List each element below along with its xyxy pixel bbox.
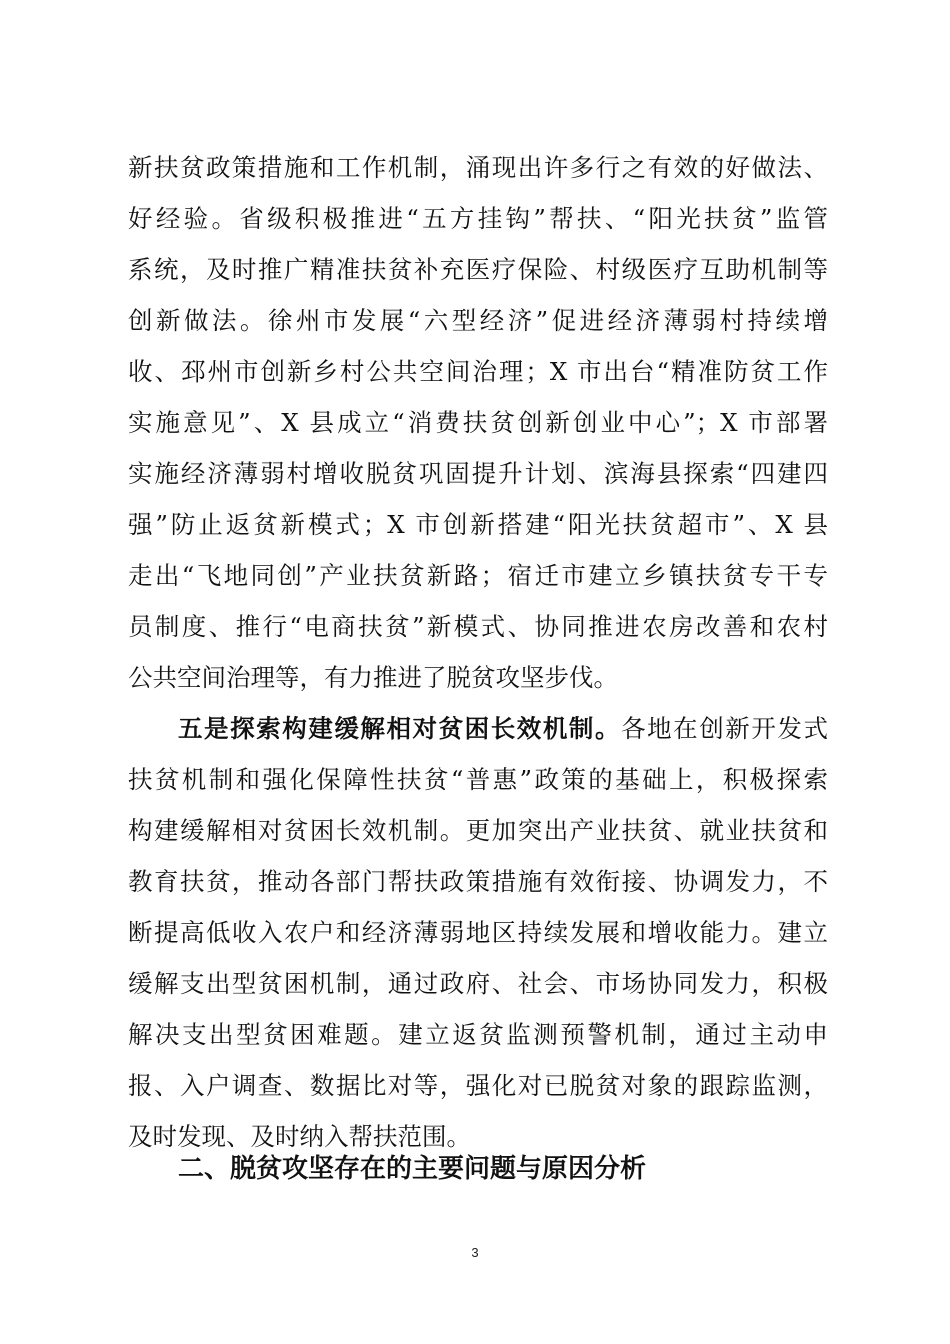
text-line: 强”防止返贫新模式；X 市创新搭建“阳光扶贫超市”、X 县 <box>128 510 828 539</box>
text-line: 好经验。省级积极推进“五方挂钩”帮扶、“阳光扶贫”监管 <box>128 204 828 233</box>
paragraph-lead: 五是探索构建缓解相对贫困长效机制。 <box>178 714 622 743</box>
text-line: 系统，及时推广精准扶贫补充医疗保险、村级医疗互助机制等 <box>128 255 828 284</box>
paragraph-five-first-line <box>178 707 828 751</box>
page-number: 3 <box>471 1245 479 1260</box>
text-line: 实施意见”、X 县成立“消费扶贫创新创业中心”；X 市部署 <box>128 408 828 437</box>
text-line: 实施经济薄弱村增收脱贫巩固提升计划、滨海县探索“四建四 <box>128 459 828 488</box>
text-line: 教育扶贫，推动各部门帮扶政策措施有效衔接、协调发力，不 <box>128 867 828 896</box>
text-line: 员制度、推行“电商扶贫”新模式、协同推进农房改善和农村 <box>128 612 828 641</box>
text-line: 创新做法。徐州市发展“六型经济”促进经济薄弱村持续增 <box>128 306 828 335</box>
text-line: 构建缓解相对贫困长效机制。更加突出产业扶贫、就业扶贫和 <box>128 816 828 845</box>
text-line: 新扶贫政策措施和工作机制，涌现出许多行之有效的好做法、 <box>128 153 828 182</box>
text-line: 收、邳州市创新乡村公共空间治理；X 市出台“精准防贫工作 <box>128 357 828 386</box>
text-line: 断提高低收入农户和经济薄弱地区持续发展和增收能力。建立 <box>128 918 828 947</box>
text-line: 及时发现、及时纳入帮扶范围。 <box>128 1122 471 1151</box>
text-line: 公共空间治理等，有力推进了脱贫攻坚步伐。 <box>128 663 618 692</box>
text-line: 缓解支出型贫困机制，通过政府、社会、市场协同发力，积极 <box>128 969 828 998</box>
text-line: 解决支出型贫困难题。建立返贫监测预警机制，通过主动申 <box>128 1020 828 1049</box>
text-line: 报、入户调查、数据比对等，强化对已脱贫对象的跟踪监测， <box>128 1071 828 1100</box>
section-heading: 二、脱贫攻坚存在的主要问题与原因分析 <box>178 1154 647 1184</box>
paragraph-text: 各地在创新开发式 <box>621 714 828 743</box>
text-line: 扶贫机制和强化保障性扶贫“普惠”政策的基础上，积极探索 <box>128 765 828 794</box>
text-line: 走出“飞地同创”产业扶贫新路；宿迁市建立乡镇扶贫专干专 <box>128 561 828 590</box>
